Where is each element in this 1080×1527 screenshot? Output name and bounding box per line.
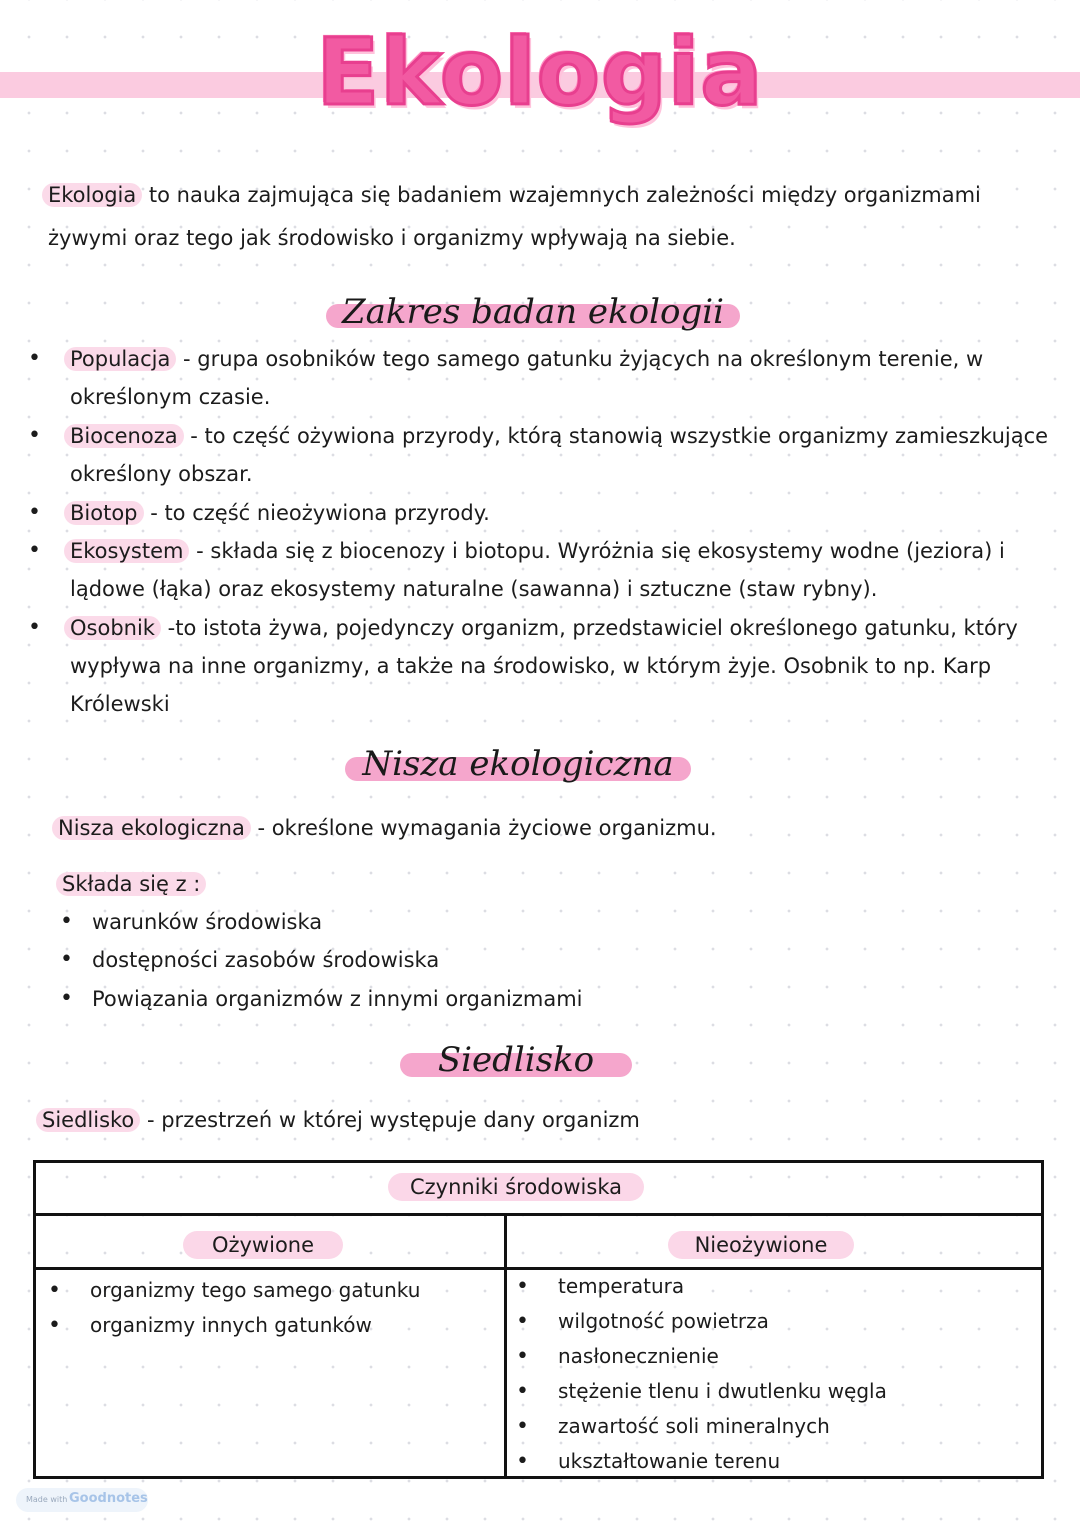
bullet: • [28, 423, 41, 448]
list-item-text: - to część ożywiona przyrody, którą stanowią wszystkie organizmy zamieszkujące [183, 424, 1049, 448]
table-cell: organizmy innych gatunków [90, 1313, 372, 1337]
intro-text-1: to nauka zajmująca się badaniem wzajemnych zależności między organizmami [142, 183, 981, 207]
table-cell: stężenie tlenu i dwutlenku węgla [558, 1379, 887, 1403]
list-item-osobnik [70, 609, 1018, 647]
table-cell: wilgotność powietrza [558, 1309, 769, 1333]
table-cell: zawartość soli mineralnych [558, 1414, 830, 1438]
table-border-top [33, 1160, 1044, 1163]
habitat-term: Siedlisko [36, 1108, 140, 1132]
badge-prefix: Made with [26, 1495, 68, 1504]
niche-definition [58, 809, 717, 847]
made-with-goodnotes-badge[interactable] [16, 1488, 148, 1512]
niche-definition-text: - określone wymagania życiowe organizmu. [250, 816, 717, 840]
table-border-bottom [33, 1476, 1044, 1479]
bullet: • [516, 1379, 529, 1404]
niche-term: Nisza ekologiczna [52, 816, 251, 840]
bullet: • [516, 1274, 529, 1299]
bullet: • [28, 615, 41, 640]
list-item-ekosystem [70, 532, 1005, 570]
list-item-text: - to część nieożywiona przyrody. [143, 501, 490, 525]
section2-heading: Nisza ekologiczna [362, 744, 674, 784]
bullet: • [28, 346, 41, 371]
list-item-text: - grupa osobników tego samego gatunku żyjących na określonym terenie, w [176, 347, 984, 371]
list-item-continuation: wypływa na inne organizmy, a także na środowisko, w którym żyje. Osobnik to np. Karp [70, 654, 992, 678]
page-title: Ekologia [316, 19, 764, 126]
list-item-continuation: Królewski [70, 692, 170, 716]
section1-heading: Zakres badan ekologii [342, 292, 724, 332]
bullet: • [516, 1344, 529, 1369]
list-item: Powiązania organizmów z innymi organizmami [92, 987, 583, 1011]
term-osobnik: Osobnik [64, 616, 161, 640]
table-title: Czynniki środowiska [410, 1175, 622, 1199]
list-item-continuation: lądowe (łąka) oraz ekosystemy naturalne (sawanna) i sztuczne (staw rybny). [70, 577, 878, 601]
list-item-biocenoza [70, 417, 1048, 455]
badge-brand: Goodnotes [69, 1491, 148, 1506]
list-item: dostępności zasobów środowiska [92, 948, 440, 972]
term-ekosystem: Ekosystem [64, 539, 189, 563]
intro-line-1 [48, 176, 981, 214]
section3-heading: Siedlisko [437, 1040, 595, 1080]
table-divider-title [33, 1213, 1044, 1216]
consists-label: Składa się z : [56, 872, 206, 896]
bullet: • [516, 1449, 529, 1474]
bullet: • [28, 500, 41, 525]
list-item-populacja [70, 340, 983, 378]
right-header: Nieożywione [694, 1233, 828, 1257]
bullet: • [28, 538, 41, 563]
bullet: • [48, 1278, 61, 1303]
table-divider-header [33, 1267, 1044, 1270]
list-item-text: - składa się z biocenozy i biotopu. Wyróżnia się ekosystemy wodne (jeziora) i [189, 539, 1005, 563]
table-cell: temperatura [558, 1274, 685, 1298]
term-populacja: Populacja [64, 347, 176, 371]
consists-label-wrap [62, 865, 206, 903]
table-cell: organizmy tego samego gatunku [90, 1278, 421, 1302]
table-cell: nasłonecznienie [558, 1344, 719, 1368]
bullet: • [516, 1309, 529, 1334]
term-biocenoza: Biocenoza [64, 424, 184, 448]
bullet: • [60, 986, 73, 1011]
bullet: • [48, 1313, 61, 1338]
intro-term: Ekologia [42, 183, 142, 207]
table-cell: ukształtowanie terenu [558, 1449, 781, 1473]
list-item-biotop [70, 494, 490, 532]
table-divider-column [504, 1213, 507, 1479]
habitat-definition [42, 1101, 640, 1139]
left-header: Ożywione [211, 1233, 315, 1257]
list-item-text: -to istota żywa, pojedynczy organizm, przedstawiciel określonego gatunku, który [160, 616, 1018, 640]
table-border-right [1041, 1160, 1044, 1479]
term-biotop: Biotop [64, 501, 144, 525]
list-item-continuation: określony obszar. [70, 462, 253, 486]
habitat-definition-text: - przestrzeń w której występuje dany organizm [140, 1108, 640, 1132]
bullet: • [60, 909, 73, 934]
list-item: warunków środowiska [92, 910, 323, 934]
bullet: • [516, 1414, 529, 1439]
list-item-continuation: określonym czasie. [70, 385, 271, 409]
intro-line-2: żywymi oraz tego jak środowisko i organizmy wpływają na siebie. [48, 226, 736, 250]
bullet: • [60, 947, 73, 972]
table-border-left [33, 1160, 36, 1479]
